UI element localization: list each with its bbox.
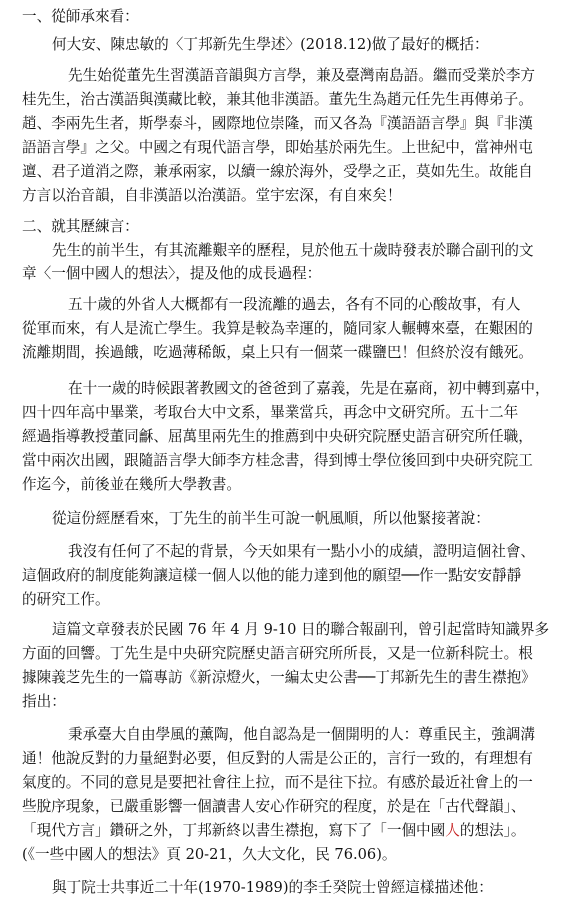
quote-line: 先生始從董先生習漢語音韻與方言學，兼及臺灣南島語。繼而受業於李方 bbox=[68, 67, 536, 84]
quote-text: 「現代方言」鑽研之外，丁邦新終以書生襟抱，寫下了「一個中國 bbox=[22, 822, 446, 839]
quote-line: 通！他說反對的力量絕對必要，但反對的人需是公正的，言行一致的，有理想有 bbox=[22, 750, 533, 767]
quote-text: 的想法」。 bbox=[459, 822, 526, 839]
paragraph-line: 章〈一個中國人的想法〉，提及他的成長過程： bbox=[22, 265, 322, 282]
quote-line: 從軍而來，有人是流亡學生。我算是較為幸運的，隨同家人輾轉來臺，在艱困的 bbox=[22, 320, 533, 337]
quote-line: 經過指導教授董同龢、屈萬里兩先生的推薦到中央研究院歷史語言研究所任職， bbox=[22, 428, 533, 445]
quote-line: 當中兩次出國，跟隨語言學大師李方桂念書，得到博士學位後回到中央研究院工 bbox=[22, 452, 533, 469]
highlighted-character: 人 bbox=[445, 822, 460, 839]
paragraph-line: 這篇文章發表於民國 76 年 4 月 9-10 日的聯合報副刊，曾引起當時知識界多 bbox=[52, 621, 550, 638]
paragraph-line: 據陳義芝先生的一篇專訪《新涼燈火，一編太史公書──丁邦新先生的書生襟抱》 bbox=[22, 669, 536, 686]
paragraph-line: 指出： bbox=[22, 693, 66, 710]
quote-line: 我沒有任何了不起的背景，今天如果有一點小小的成績，證明這個社會、 bbox=[68, 543, 536, 560]
quote-line bbox=[22, 821, 526, 841]
quote-line: 邅、君子道消之際，兼承兩家，以續一線於海外，受學之正，莫如先生。故能自 bbox=[22, 163, 533, 180]
section1-heading: 一、從師承來看： bbox=[22, 8, 139, 25]
quote-line: 語語言學』之父。中國之有現代語言學，即始基於兩先生。上世紀中，當神州屯 bbox=[22, 139, 533, 156]
quote-line: 些脫序現象，已嚴重影響一個讀書人安心作研究的程度，於是在「古代聲韻」、 bbox=[22, 798, 526, 815]
section2-heading: 二、就其歷練言： bbox=[22, 218, 139, 235]
quote-line: 秉承臺大自由學風的薰陶，他自認為是一個開明的人：尊重民主，強調溝 bbox=[68, 726, 536, 743]
quote-line: 氣度的。不同的意見是要把社會往上拉，而不是往下拉。有感於最近社會上的一 bbox=[22, 774, 533, 791]
quote-line: 作迄今，前後並在幾所大學教書。 bbox=[22, 476, 241, 493]
paragraph-2: 從這份經歷看來，丁先生的前半生可說一帆風順，所以他緊接著說： bbox=[52, 510, 490, 527]
section1-intro: 何大安、陳忠敏的〈丁邦新先生學述〉(2018.12)做了最好的概括： bbox=[52, 36, 489, 53]
paragraph-line: 先生的前半生，有其流離艱辛的歷程，見於他五十歲時發表於聯合副刊的文 bbox=[52, 242, 534, 259]
paragraph-4: 與丁院士共事近二十年(1970-1989)的李壬癸院士曾經這樣描述他： bbox=[52, 879, 493, 896]
quote-line: 四十四年高中畢業，考取台大中文系，畢業當兵，再念中文研究所。五十二年 bbox=[22, 404, 519, 421]
quote-line: 方言以治音韻，自非漢語以治漢語。堂宇宏深，有自來矣！ bbox=[22, 187, 402, 204]
citation: (《一些中國人的想法》頁 20-21，久大文化，民 76.06)。 bbox=[22, 846, 397, 863]
quote-line: 的研究工作。 bbox=[22, 591, 110, 608]
quote-line: 五十歲的外省人大概都有一段流離的過去，各有不同的心酸故事，有人 bbox=[68, 296, 521, 313]
paragraph-line: 方面的回響。丁先生是中央研究院歷史語言研究所所長，又是一位新科院士。根 bbox=[22, 645, 533, 662]
quote-line: 趙、李兩先生者，斯學泰斗，國際地位崇隆，而又各為『漢語語言學』與『非漢 bbox=[22, 115, 533, 132]
quote-line: 在十一歲的時候跟著教國文的爸爸到了嘉義，先是在嘉商，初中轉到嘉中， bbox=[68, 380, 550, 397]
quote-line: 流離期間，挨過餓，吃過薄稀飯，桌上只有一個菜一碟鹽巴！但終於沒有餓死。 bbox=[22, 344, 533, 361]
quote-line: 桂先生，治古漢語與漢藏比較，兼其他非漢語。董先生為趙元任先生再傳弟子。 bbox=[22, 91, 533, 108]
quote-line: 這個政府的制度能夠讓這樣一個人以他的能力達到他的願望──作一點安安靜靜 bbox=[22, 567, 522, 584]
